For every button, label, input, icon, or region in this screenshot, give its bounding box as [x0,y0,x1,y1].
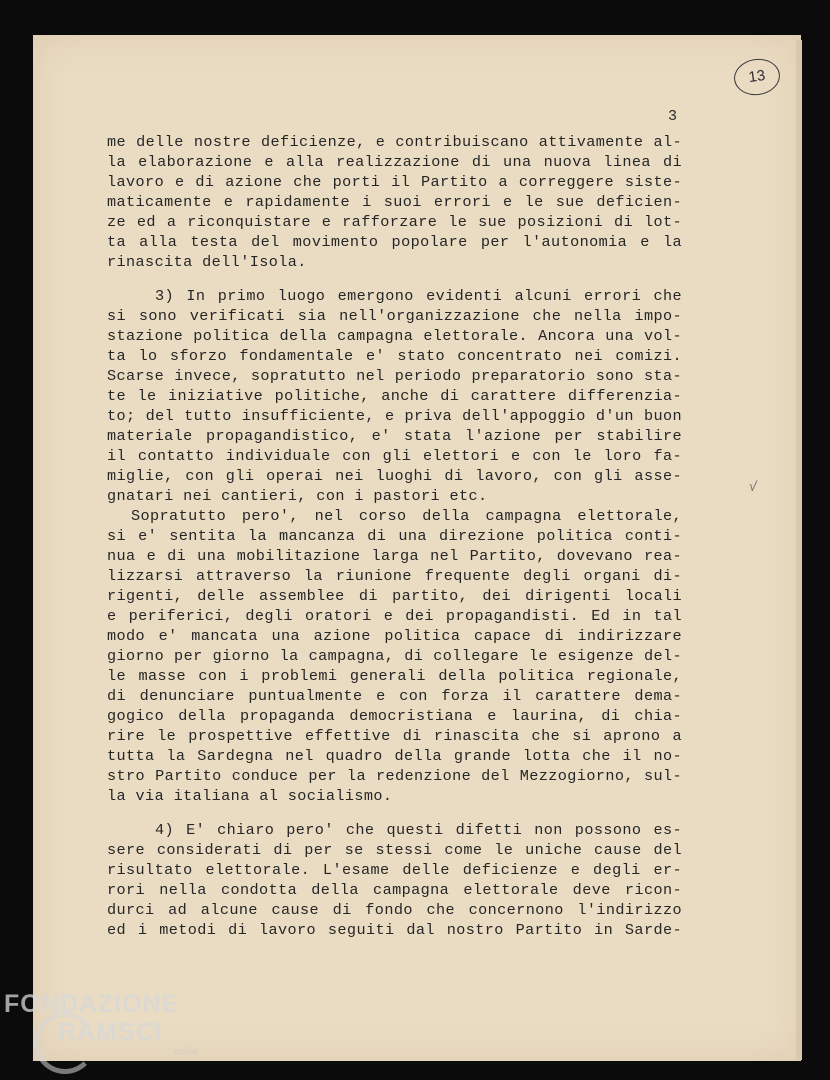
text-line: maticamente e rapidamente i suoi errori e le sue deficien- [107,193,682,211]
text-line: to; del tutto insufficiente, e priva dell'appoggio d'un buon [107,407,682,425]
text-line: si sono verificati sia nell'organizzazione che nella impo- [107,307,682,325]
text-line: 4) E' chiaro pero' che questi difetti non possono es- [155,821,682,839]
text-line: sere considerati di per se stessi come le uniche cause del [107,841,682,859]
text-line: di denunciare puntualmente e con forza il carattere dema- [107,687,682,705]
text-line: tutta la Sardegna nel quadro della grande lotta che il no- [107,747,682,765]
text-line: stro Partito conduce per la redenzione del Mezzogiorno, sul- [107,767,682,785]
text-line: lavoro e di azione che porti il Partito a correggere siste- [107,173,682,191]
text-line: rigenti, delle assemblee di partito, dei dirigenti locali [107,587,682,605]
text-line: 3) In primo luogo emergono evidenti alcuni errori che [155,287,682,305]
watermark-line-1: FONDAZIONE [4,990,180,1018]
text-line: rori nella condotta della campagna elettorale deve ricon- [107,881,682,899]
text-line: risultato elettorale. L'esame delle deficienze e degli er- [107,861,682,879]
text-line: ze ed a riconquistare e rafforzare le sue posizioni di lot- [107,213,682,231]
text-line: me delle nostre deficienze, e contribuiscano attivamente al- [107,133,682,151]
text-line: gnatari nei cantieri, con i pastori etc. [107,487,488,505]
text-line: gogico della propaganda democristiana e laurina, di chia- [107,707,682,725]
watermark-line-2: RAMSCI [58,1018,163,1046]
watermark-line-3: online [174,1046,199,1056]
text-line: nua e di una mobilitazione larga nel Partito, dovevano rea- [107,547,682,565]
text-line: stazione politica della campagna elettorale. Ancora una vol- [107,327,682,345]
archive-number-stamp: 13 [732,56,783,98]
text-line: materiale propagandistico, e' stata l'azione per stabilire [107,427,682,445]
text-line: ed i metodi di lavoro seguiti dal nostro Partito in Sarde- [107,921,682,939]
text-line: rire le prospettive effettive di rinascita che si aprono a [107,727,682,745]
watermark [4,990,198,1056]
document-body [107,132,682,940]
text-line: ta lo sforzo fondamentale e' stato concentrato nei comizi. [107,347,682,365]
text-line: le masse con i problemi generali della politica regionale, [107,667,682,685]
text-line: modo e' mancata una azione politica capace di indirizzare [107,627,682,645]
paragraph-gap [107,272,682,286]
text-line: lizzarsi attraverso la riunione frequente degli organi di- [107,567,682,585]
page-number: 3 [668,108,678,125]
text-line: te le iniziative politiche, anche di carattere differenzia- [107,387,682,405]
text-line: Sopratutto pero', nel corso della campagna elettorale, [131,507,682,525]
page-edge [796,40,802,1060]
text-line: e periferici, degli oratori e dei propagandisti. Ed in tal [107,607,682,625]
text-line: durci ad alcune cause di fondo che concernono l'indirizzo [107,901,682,919]
paragraph-gap [107,806,682,820]
text-line: ta alla testa del movimento popolare per l'autonomia e la [107,233,682,251]
text-line: il contatto individuale con gli elettori e con le loro fa- [107,447,682,465]
text-line: giorno per giorno la campagna, di collegare le esigenze del- [107,647,682,665]
text-line: si e' sentita la mancanza di una direzione politica conti- [107,527,682,545]
text-line: la elaborazione e alla realizzazione di una nuova linea di [107,153,682,171]
text-line: Scarse invece, sopratutto nel periodo preparatorio sono sta- [107,367,682,385]
margin-check-mark: √ [747,477,758,495]
text-line: la via italiana al socialismo. [107,787,393,805]
text-line: miglie, con gli operai nei luoghi di lavoro, con gli asse- [107,467,682,485]
text-line: rinascita dell'Isola. [107,253,307,271]
